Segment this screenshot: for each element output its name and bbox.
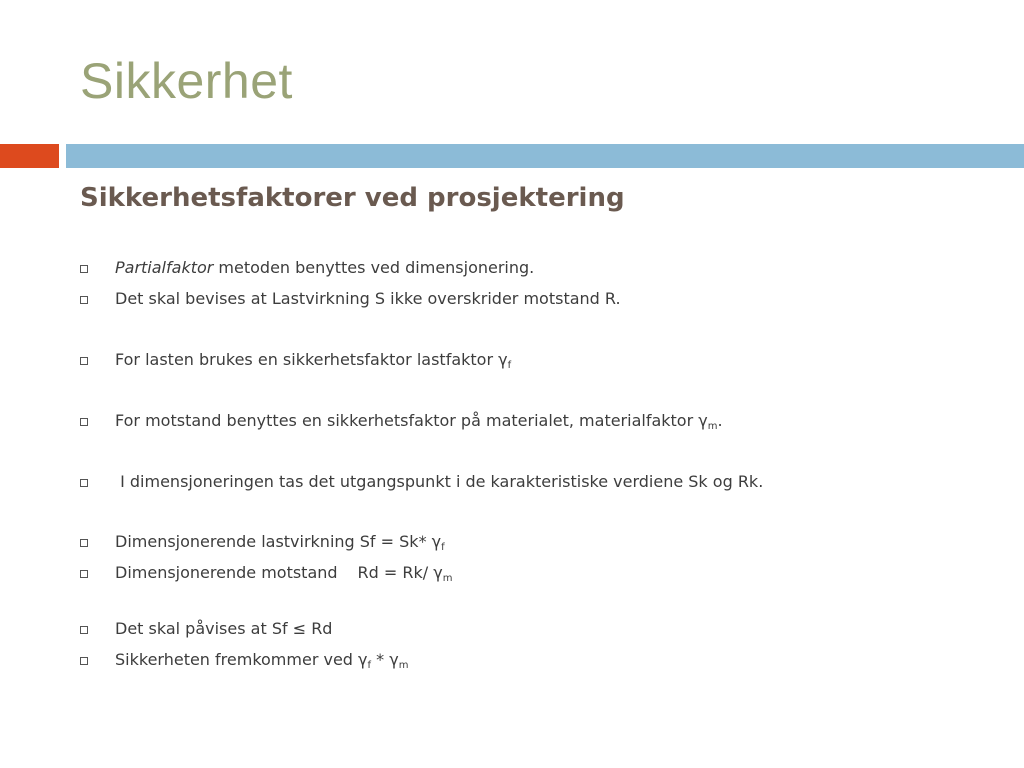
subscript: f bbox=[507, 360, 512, 371]
subscript: f bbox=[367, 660, 372, 671]
square-bullet-icon bbox=[80, 418, 88, 426]
square-bullet-icon bbox=[80, 539, 88, 547]
square-bullet-icon bbox=[80, 570, 88, 578]
list-item-text: metoden benyttes ved dimensjonering. bbox=[213, 258, 535, 277]
subscript: m bbox=[707, 421, 718, 432]
subscript: m bbox=[398, 660, 409, 671]
list-item-text: For lasten brukes en sikkerhetsfaktor lastfaktor γ bbox=[115, 350, 508, 369]
list-item-formula: Rd = Rk/ γ bbox=[357, 563, 443, 582]
square-bullet-icon bbox=[80, 357, 88, 365]
list-item-text: Dimensjonerende lastvirkning Sf = Sk* γ bbox=[115, 532, 442, 551]
list-item-text-end: . bbox=[717, 411, 723, 430]
slide-title: Sikkerhet bbox=[80, 53, 293, 109]
list-item-text: For motstand benyttes en sikkerhetsfaktor på materialet, materialfaktor γ bbox=[115, 411, 708, 430]
list-item-text: I dimensjoneringen tas det utgangspunkt i de karakteristiske verdiene Sk og Rk. bbox=[115, 472, 764, 491]
square-bullet-icon bbox=[80, 296, 88, 304]
square-bullet-icon bbox=[80, 626, 88, 634]
slide-subtitle: Sikkerhetsfaktorer ved prosjektering bbox=[80, 183, 625, 213]
square-bullet-icon bbox=[80, 479, 88, 487]
list-item-text: Sikkerheten fremkommer ved γ bbox=[115, 650, 368, 669]
subscript: m bbox=[442, 573, 453, 584]
square-bullet-icon bbox=[80, 265, 88, 273]
list-item-text: Det skal påvises at Sf ≤ Rd bbox=[115, 619, 333, 638]
list-item-italic: Partialfaktor bbox=[115, 258, 214, 277]
square-bullet-icon bbox=[80, 657, 88, 665]
list-item-text: * γ bbox=[371, 650, 399, 669]
subscript: f bbox=[441, 542, 445, 553]
list-item-text: Dimensjonerende motstand bbox=[115, 563, 338, 582]
list-item-text: Det skal bevises at Lastvirkning S ikke overskrider motstand R. bbox=[115, 289, 621, 308]
